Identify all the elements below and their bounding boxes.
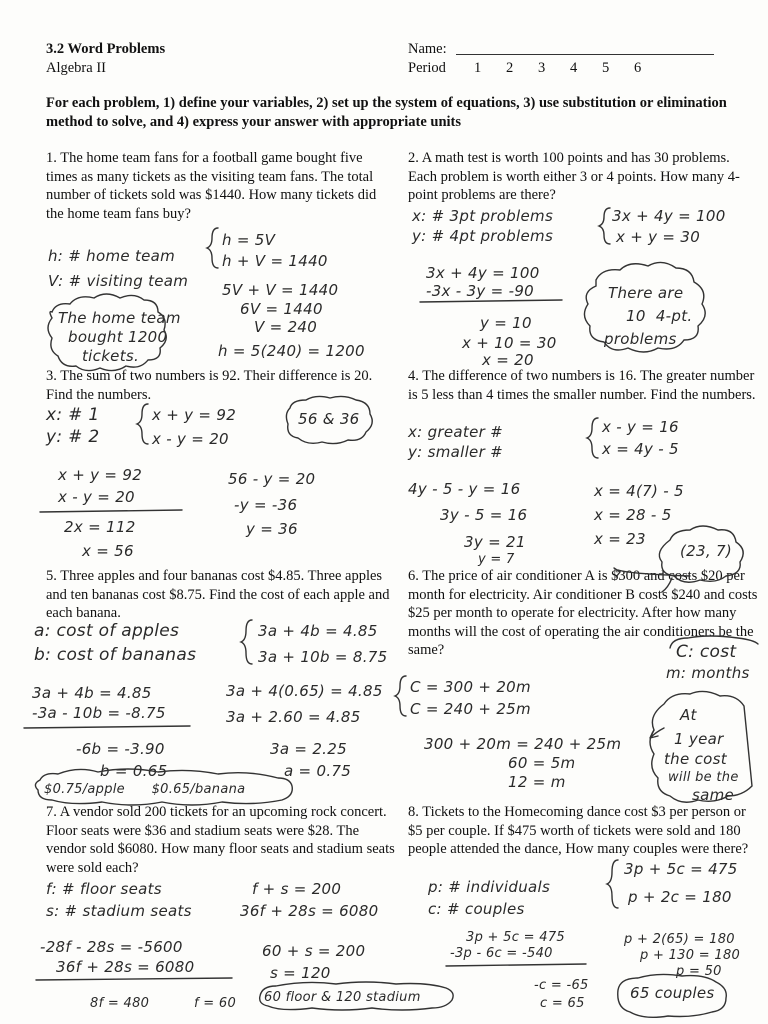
p8-s3: p = 50 (676, 964, 722, 979)
p6-answer-4: will be the (668, 770, 739, 785)
p3-s3: y = 36 (246, 520, 298, 538)
p5-s1: 3a + 4(0.65) = 4.85 (226, 682, 383, 700)
p5-e4: b = 0.65 (100, 762, 168, 780)
p8-e4: c = 65 (540, 996, 585, 1011)
p8-e3: -c = -65 (534, 978, 589, 993)
p7-answer-cloud (260, 982, 453, 1010)
p1-answer-2: bought 1200 (68, 328, 168, 346)
period-4: 4 (570, 60, 578, 76)
p1-s4: h = 5(240) = 1200 (218, 342, 365, 360)
p4-s4: y = 7 (478, 552, 515, 567)
name-label: Name: (408, 41, 447, 57)
p8-sys1: 3p + 5c = 475 (624, 860, 738, 878)
p8-var2: c: # couples (428, 900, 525, 918)
p2-sys1: 3x + 4y = 100 (612, 207, 726, 225)
p7-answer: 60 floor & 120 stadium (264, 990, 421, 1005)
p8-rule (446, 964, 586, 966)
p5-e2: -3a - 10b = -8.75 (32, 704, 166, 722)
p2-e4: x + 10 = 30 (462, 334, 557, 352)
p2-answer-cloud (584, 262, 705, 352)
p8-brace (607, 860, 618, 908)
p2-e5: x = 20 (482, 351, 534, 369)
p6-answer-2: 1 year (674, 730, 724, 748)
p1-var1: h: # home team (48, 247, 176, 265)
p2-e1: 3x + 4y = 100 (426, 264, 540, 282)
p1-var2: V: # visiting team (48, 272, 189, 290)
p7-rule (36, 978, 232, 980)
p8-sys2: p + 2c = 180 (628, 888, 732, 906)
p3-e4: x = 56 (82, 542, 134, 560)
p7-s2: s = 120 (270, 964, 331, 982)
problem-6-text: 6. The price of air conditioner A is $300 and costs $20 per month for electricity. Air conditioner B costs $240 and costs $25 per month to operate for electricity. After how many months will the cost of operating the air conditioners be the same? (408, 568, 758, 659)
p3-brace (137, 404, 148, 444)
p7-e2: 36f + 28s = 6080 (56, 958, 195, 976)
p4-t2: x = 28 - 5 (594, 506, 672, 524)
worksheet-title: 3.2 Word Problems (46, 41, 166, 57)
p5-sys1: 3a + 4b = 4.85 (258, 622, 378, 640)
p4-sys2: x = 4y - 5 (602, 440, 679, 458)
p7-e1: -28f - 28s = -5600 (40, 938, 183, 956)
p2-brace (599, 208, 610, 244)
p5-sys2: 3a + 10b = 8.75 (258, 648, 388, 666)
p7-s1: 60 + s = 200 (262, 942, 366, 960)
p8-s2: p + 130 = 180 (640, 948, 741, 963)
p5-brace (241, 620, 252, 664)
p4-s2: 3y - 5 = 16 (440, 506, 528, 524)
p3-var1: x: # 1 (46, 405, 100, 425)
p1-sys2: h + V = 1440 (222, 252, 328, 270)
p8-s1: p + 2(65) = 180 (624, 932, 735, 947)
p4-var1: x: greater # (408, 423, 504, 441)
p6-s2: 60 = 5m (508, 754, 576, 772)
p4-answer-arrow (614, 568, 690, 577)
p5-answer-cloud (35, 769, 292, 805)
p2-var1: x: # 3pt problems (412, 207, 554, 225)
period-5: 5 (602, 60, 610, 76)
period-3: 3 (538, 60, 546, 76)
p1-answer-1: The home team (58, 309, 181, 327)
p3-var2: y: # 2 (46, 427, 100, 447)
p8-answer-cloud (618, 974, 727, 1017)
problem-7-text: 7. A vendor sold 200 tickets for an upcoming rock concert. Floor seats were $36 and stadium seats were $28. The vendor sold $6080. How many floor seats and stadium seats were sold each? (46, 804, 395, 876)
p4-t1: x = 4(7) - 5 (594, 482, 684, 500)
p6-sys2: C = 240 + 25m (410, 700, 531, 718)
p5-e1: 3a + 4b = 4.85 (32, 684, 152, 702)
p5-s3: 3a = 2.25 (270, 740, 347, 758)
p5-e3: -6b = -3.90 (76, 740, 165, 758)
p6-answer-cloud (650, 691, 752, 802)
p2-e3: y = 10 (480, 314, 532, 332)
p8-answer: 65 couples (630, 984, 715, 1002)
p6-sys1: C = 300 + 20m (410, 678, 531, 696)
p8-e1: 3p + 5c = 475 (466, 930, 565, 945)
p2-answer-1: There are (608, 284, 684, 302)
p3-e3: 2x = 112 (64, 518, 136, 536)
period-6: 6 (634, 60, 642, 76)
p7-e4: f = 60 (194, 996, 237, 1011)
p8-var1: p: # individuals (428, 878, 551, 896)
p2-answer-2: 10 4-pt. (626, 307, 693, 325)
p6-answer-5: same (692, 786, 735, 804)
p4-var2: y: smaller # (408, 443, 503, 461)
p4-s1: 4y - 5 - y = 16 (408, 480, 521, 498)
p6-answer-3: the cost (664, 750, 727, 768)
p2-answer-3: problems (604, 330, 677, 348)
p3-e1: x + y = 92 (58, 466, 143, 484)
problem-8-text: 8. Tickets to the Homecoming dance cost $3 per person or $5 per couple. If $475 worth of tickets were sold and 180 people attended the dance, How many couples were there? (408, 804, 749, 858)
p4-answer: (23, 7) (680, 542, 732, 560)
p6-answer-arrow (650, 728, 664, 738)
p3-answer: 56 & 36 (298, 410, 360, 428)
p7-var2: s: # stadium seats (46, 902, 192, 920)
p2-rule (420, 300, 562, 302)
p5-answer: $0.75/apple $0.65/banana (44, 782, 246, 797)
p4-sys1: x - y = 16 (602, 418, 679, 436)
p4-t3: x = 23 (594, 530, 646, 548)
problem-1-text: 1. The home team fans for a football game bought five times as many tickets as the visiting team fans. The total number of tickets sold was $1440. How many tickets did the home team fans buy? (46, 150, 377, 222)
p2-sys2: x + y = 30 (616, 228, 701, 246)
p5-s4: a = 0.75 (284, 762, 352, 780)
period-2: 2 (506, 60, 514, 76)
p2-e2: -3x - 3y = -90 (426, 282, 535, 300)
p3-s1: 56 - y = 20 (228, 470, 316, 488)
p4-s3: 3y = 21 (464, 533, 526, 551)
p3-answer-cloud (286, 396, 372, 443)
p1-s1: 5V + V = 1440 (222, 281, 339, 299)
p4-tail (662, 578, 672, 592)
period-label: Period (408, 60, 446, 76)
p5-rule (24, 726, 190, 728)
p3-sys2: x - y = 20 (152, 430, 229, 448)
problem-2-text: 2. A math test is worth 100 points and has 30 problems. Each problem is worth either 3 or 4 points. How many 4-point problems are there? (408, 150, 740, 204)
p7-sys2: 36f + 28s = 6080 (240, 902, 379, 920)
p1-s2: 6V = 1440 (240, 300, 323, 318)
p7-var1: f: # floor seats (46, 880, 162, 898)
p3-rule (40, 510, 182, 512)
instructions: For each problem, 1) define your variables, 2) set up the system of equations, 3) use substitution or elimination method to solve, and 4) express your answer with appropriate units (46, 95, 727, 130)
p6-answer-1: At (680, 706, 697, 724)
p5-var2: b: cost of bananas (34, 645, 197, 665)
p3-s2: -y = -36 (234, 496, 298, 514)
p1-sys1: h = 5V (222, 231, 276, 249)
p5-s2: 3a + 2.60 = 4.85 (226, 708, 361, 726)
course-name: Algebra II (46, 60, 106, 76)
p4-answer-cloud (659, 526, 743, 582)
p6-var1: C: cost (676, 642, 737, 662)
problem-4-text: 4. The difference of two numbers is 16. The greater number is 5 less than 4 times the smaller number. Find the numbers. (408, 368, 756, 403)
p6-brace (395, 676, 406, 716)
problem-5-text: 5. Three apples and four bananas cost $4.85. Three apples and ten bananas cost $8.75. Find the cost of each apple and each banana. (46, 568, 390, 622)
p1-answer-cloud (48, 294, 166, 371)
p1-brace (207, 228, 218, 268)
p5-var1: a: cost of apples (34, 621, 180, 641)
p6-var-cloud (670, 636, 758, 648)
p2-var2: y: # 4pt problems (412, 227, 554, 245)
p7-sys1: f + s = 200 (252, 880, 342, 898)
p1-answer-3: tickets. (82, 347, 140, 365)
p1-s3: V = 240 (254, 318, 318, 336)
p6-var2: m: months (666, 664, 750, 682)
p7-e3: 8f = 480 (90, 996, 150, 1011)
period-1: 1 (474, 60, 482, 76)
p3-e2: x - y = 20 (58, 488, 135, 506)
p6-s1: 300 + 20m = 240 + 25m (424, 735, 622, 753)
p8-e2: -3p - 6c = -540 (450, 946, 553, 961)
problem-3-text: 3. The sum of two numbers is 92. Their difference is 20. Find the numbers. (46, 368, 373, 403)
p3-sys1: x + y = 92 (152, 406, 237, 424)
p6-s3: 12 = m (508, 773, 566, 791)
p4-brace (587, 418, 598, 458)
